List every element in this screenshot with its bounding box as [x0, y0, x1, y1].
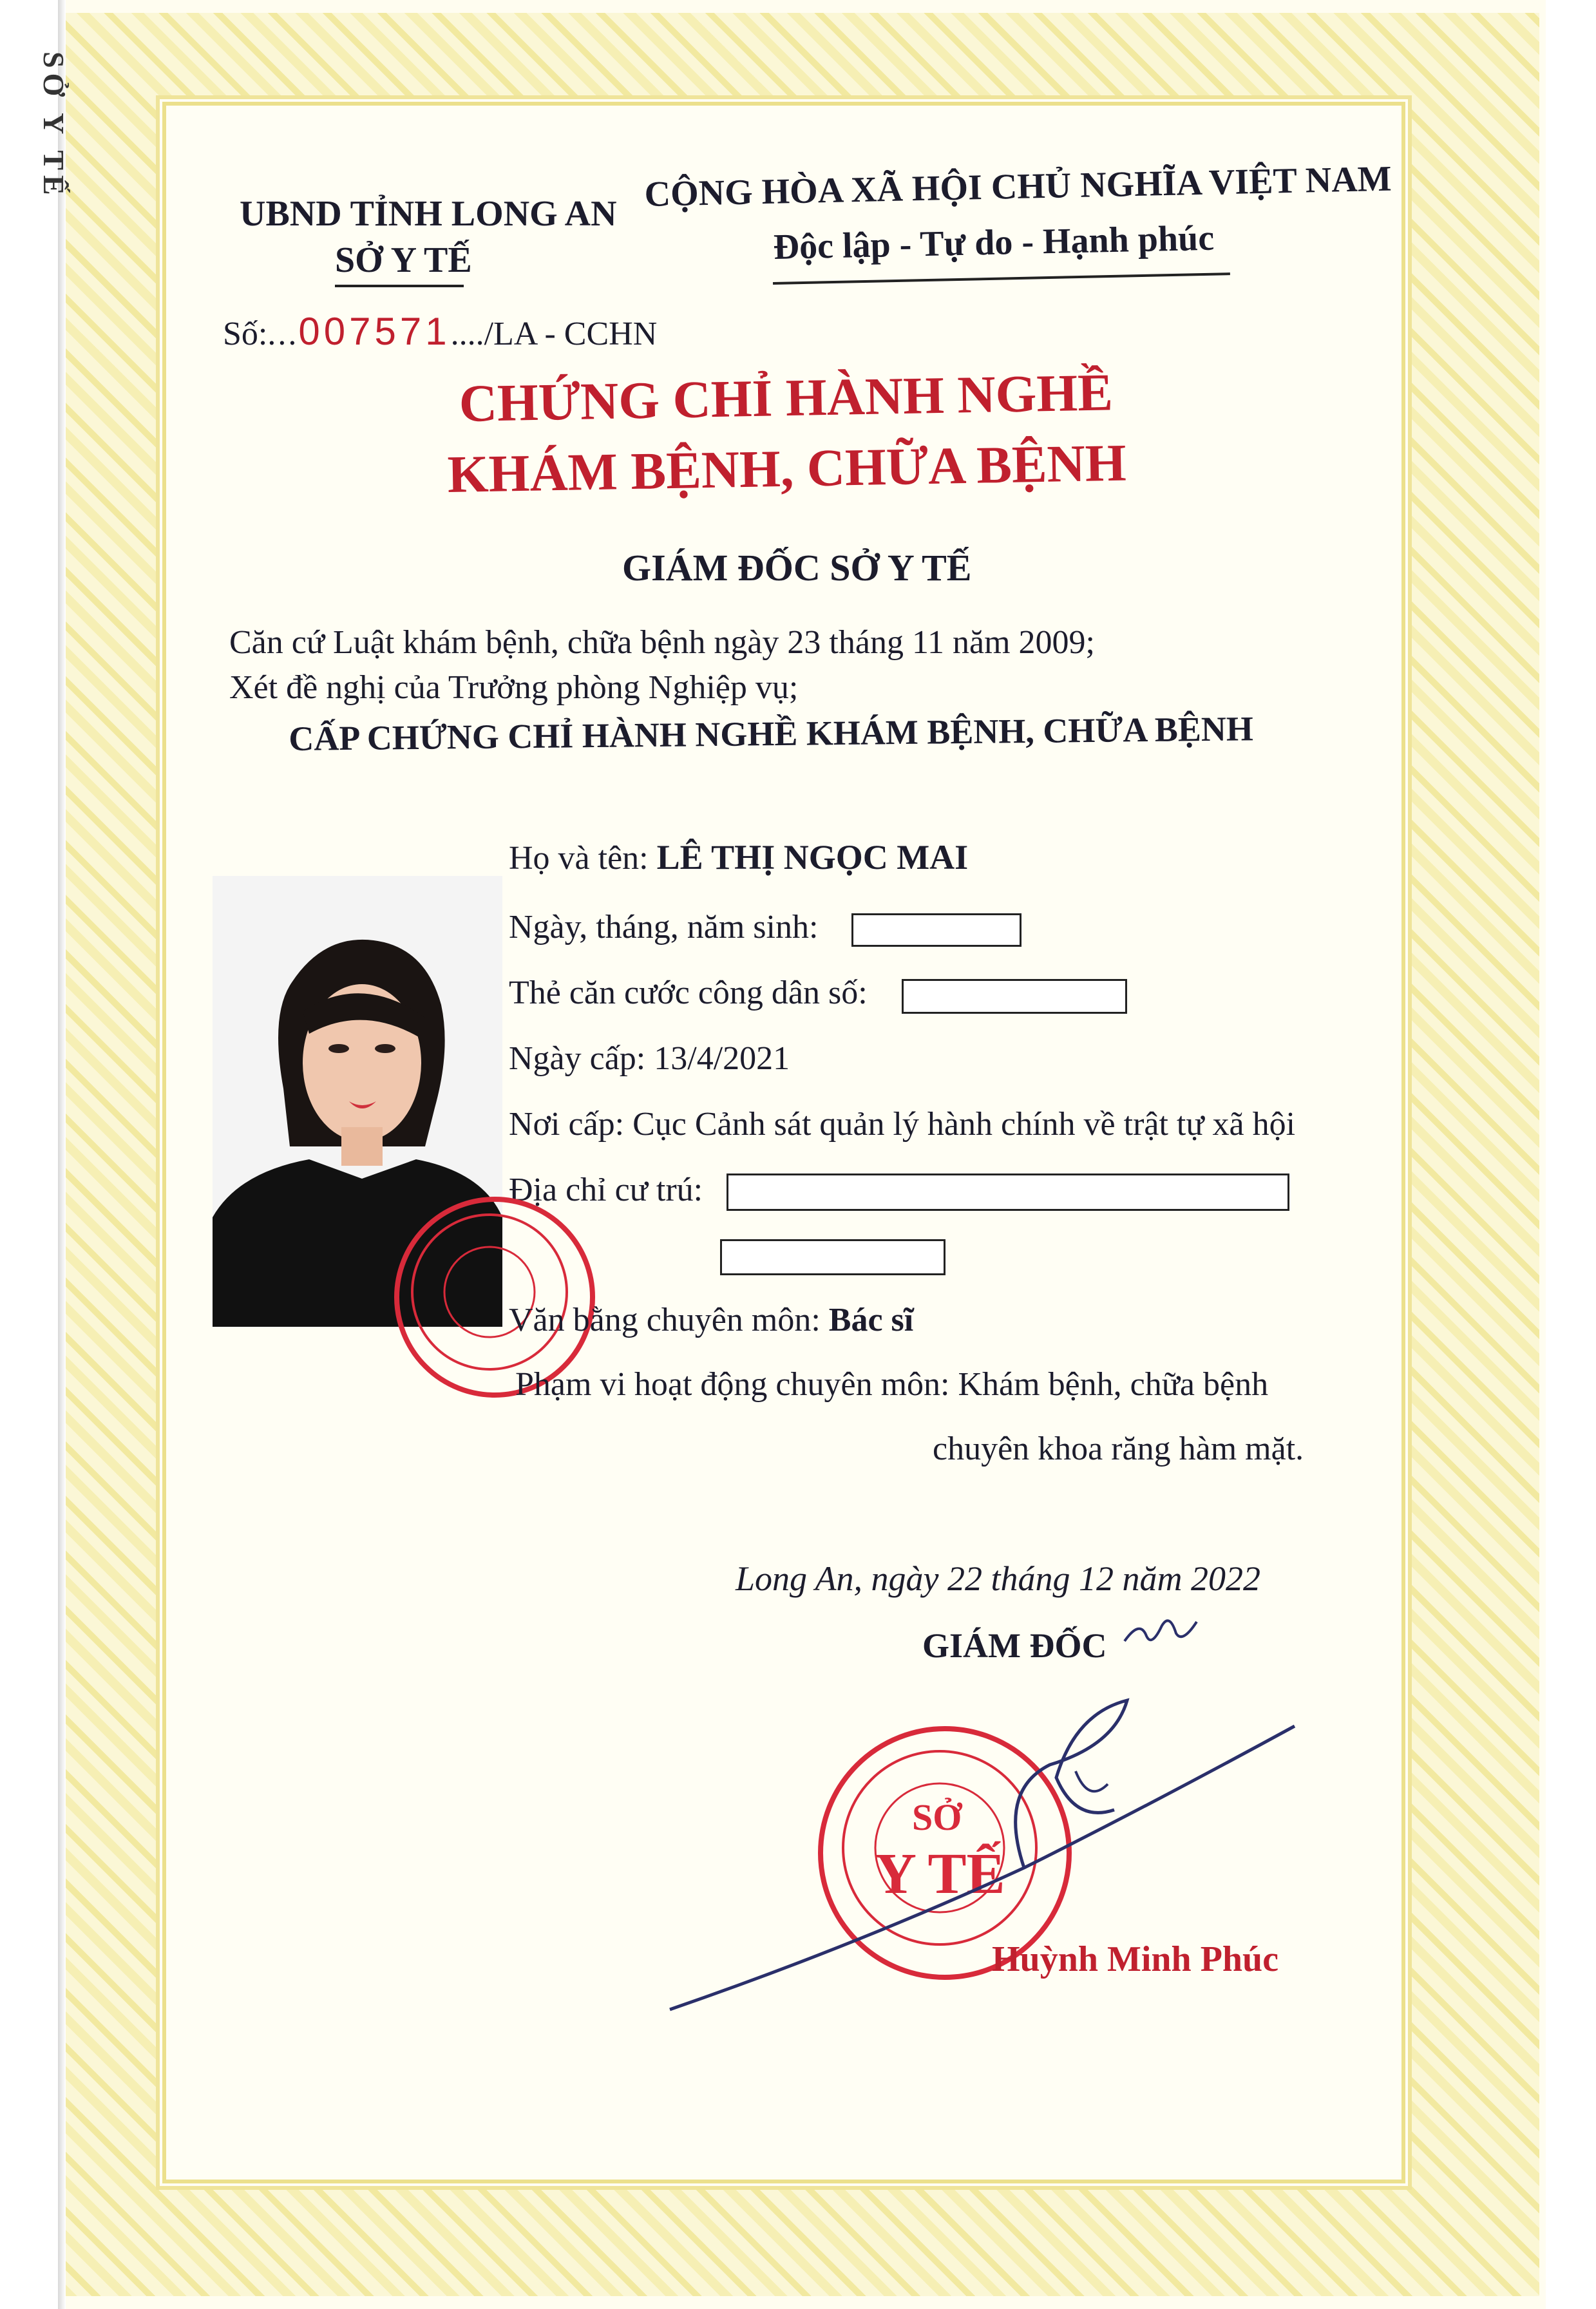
issue-place-label: Nơi cấp: — [509, 1106, 625, 1143]
full-name-label: Họ và tên: — [509, 840, 649, 877]
field-full-name — [509, 837, 968, 877]
director-signature — [663, 1675, 1307, 2035]
department-name: SỞ Y TẾ — [335, 240, 472, 280]
stamp-top-text: SỞ — [912, 1796, 962, 1838]
certificate-title-line2: KHÁM BỆNH, CHỮA BỆNH — [447, 433, 1127, 504]
certificate-title-line1: CHỨNG CHỈ HÀNH NGHỀ — [459, 363, 1114, 433]
signer-role: GIÁM ĐỐC — [922, 1626, 1107, 1665]
certificate-number: Số:...007571..../LA - CCHN — [223, 310, 658, 353]
place-and-date: Long An, ngày 22 tháng 12 năm 2022 — [736, 1559, 1261, 1598]
id-redaction — [902, 979, 1127, 1014]
issue-place-value: Cục Cảnh sát quản lý hành chính về trật tự xã hội — [632, 1106, 1296, 1143]
full-name-value: LÊ THỊ NGỌC MAI — [656, 838, 969, 877]
id-label: Thẻ căn cước công dân số: — [509, 974, 868, 1011]
issue-date-label: Ngày cấp: — [509, 1040, 646, 1077]
page-edge-shadow — [58, 0, 66, 2309]
issue-date-value: 13/4/2021 — [654, 1040, 790, 1077]
number-prefix: Số: — [223, 316, 268, 352]
grant-statement: CẤP CHỨNG CHỈ HÀNH NGHỀ KHÁM BỆNH, CHỮA BỆNH — [289, 709, 1254, 758]
field-degree — [509, 1301, 913, 1339]
issuing-authority: GIÁM ĐỐC SỞ Y TẾ — [622, 547, 972, 589]
number-value: 007571 — [298, 310, 451, 353]
stamp-main-text: Y TẾ — [875, 1842, 1005, 1906]
scope-value-line2: chuyên khoa răng hàm mặt. — [933, 1430, 1304, 1467]
initials-mark — [1121, 1610, 1204, 1655]
scope-label: Phạm vi hoạt động chuyên môn: — [515, 1366, 950, 1403]
motto: Độc lập - Tự do - Hạnh phúc — [773, 218, 1215, 267]
legal-basis-2: Xét đề nghị của Trưởng phòng Nghiệp vụ; — [229, 669, 799, 706]
field-issue-date — [509, 1040, 790, 1078]
address-redaction-1 — [727, 1174, 1289, 1211]
photo-stamp-ring — [394, 1197, 585, 1387]
address-redaction-2 — [720, 1239, 945, 1275]
field-issue-place — [509, 1105, 1295, 1143]
edge-fragment-text: SỞ Y TẾ — [37, 52, 70, 200]
degree-value: Bác sĩ — [828, 1302, 914, 1338]
department-underline — [335, 285, 464, 287]
field-scope — [515, 1365, 1268, 1403]
scope-value-line1: Khám bệnh, chữa bệnh — [958, 1366, 1269, 1403]
legal-basis-1: Căn cứ Luật khám bệnh, chữa bệnh ngày 23 tháng 11 năm 2009; — [229, 624, 1096, 661]
address-label: Địa chỉ cư trú: — [509, 1172, 703, 1208]
dob-label: Ngày, tháng, năm sinh: — [509, 909, 819, 945]
number-suffix: /LA - CCHN — [484, 316, 658, 352]
signer-name: Huỳnh Minh Phúc — [992, 1939, 1279, 1979]
dob-redaction — [851, 913, 1021, 947]
republic-name: CỘNG HÒA XÃ HỘI CHỦ NGHĨA VIỆT NAM — [644, 158, 1392, 214]
degree-label: Văn bằng chuyên môn: — [509, 1302, 821, 1338]
province-committee: UBND TỈNH LONG AN — [240, 194, 617, 234]
